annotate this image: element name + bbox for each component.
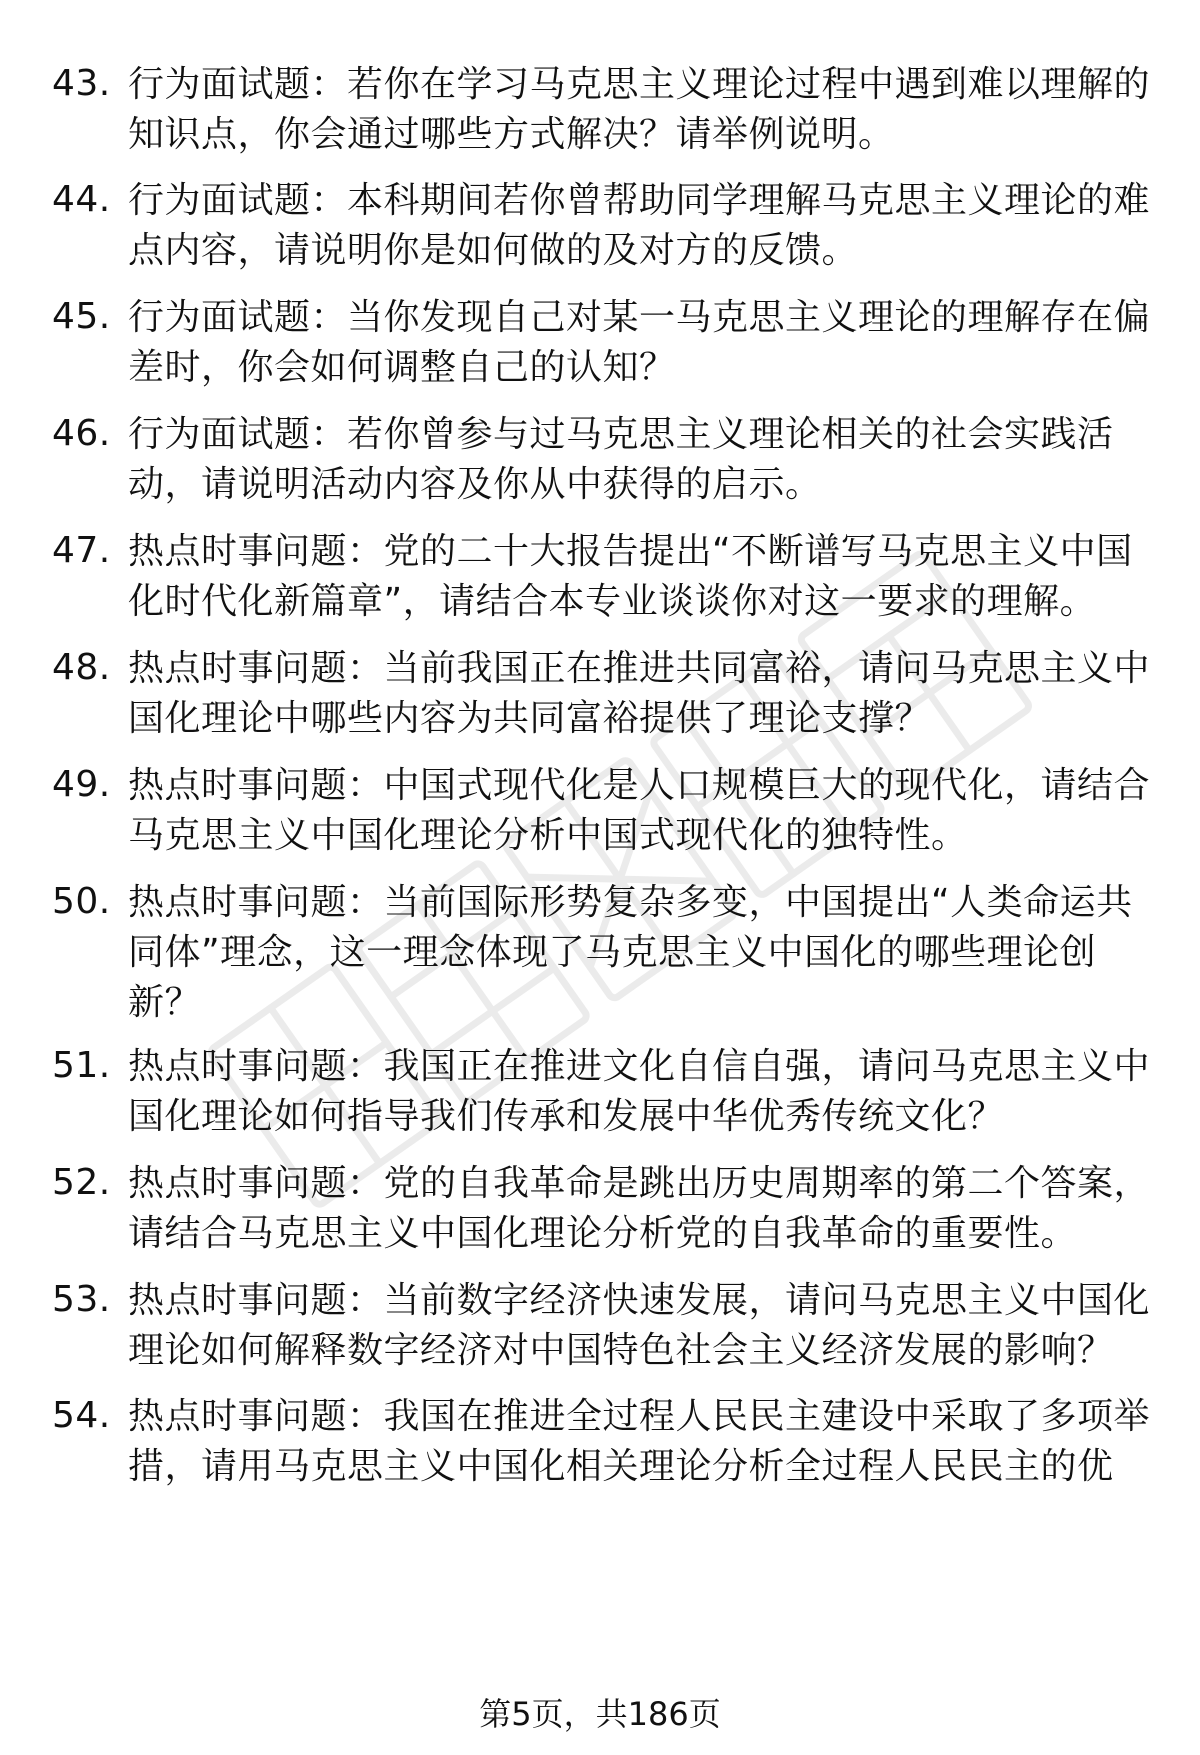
question-text: 热点时事问题：中国式现代化是人口规模巨大的现代化，请结合马克思主义中国化理论分析中国式现代化的独特性。 [128,765,1151,856]
question-text: 行为面试题：当你发现自己对某一马克思主义理论的理解存在偏差时，你会如何调整自己的认知？ [128,297,1151,388]
question-text: 热点时事问题：党的自我革命是跳出历史周期率的第二个答案，请结合马克思主义中国化理论分析党的自我革命的重要性。 [128,1163,1151,1254]
question-number: 43. [52,63,111,104]
question-number: 49. [52,764,111,805]
question-text: 行为面试题：若你在学习马克思主义理论过程中遇到难以理解的知识点，你会通过哪些方式解决？请举例说明。 [128,64,1151,155]
question-number: 53. [52,1279,111,1320]
question-text: 热点时事问题：我国正在推进文化自信自强，请问马克思主义中国化理论如何指导我们传承和发展中华优秀传统文化？ [128,1046,1151,1137]
question-number: 44. [52,179,111,220]
question-number: 48. [52,647,111,688]
question-text: 热点时事问题：当前数字经济快速发展，请问马克思主义中国化理论如何解释数字经济对中国特色社会主义经济发展的影响？ [128,1280,1151,1371]
question-number: 47. [52,530,111,571]
question-number: 54. [52,1395,111,1436]
question-number: 50. [52,881,111,922]
question-text: 热点时事问题：我国在推进全过程人民民主建设中采取了多项举措，请用马克思主义中国化相关理论分析全过程人民民主的优 [128,1396,1151,1487]
page-number: 第5页，共186页 [479,1695,721,1733]
question-text: 热点时事问题：党的二十大报告提出“不断谱写马克思主义中国化时代化新篇章”，请结合本专业谈谈你对这一要求的理解。 [128,531,1133,622]
question-text: 行为面试题：若你曾参与过马克思主义理论相关的社会实践活动，请说明活动内容及你从中获得的启示。 [128,414,1114,505]
question-text: 行为面试题：本科期间若你曾帮助同学理解马克思主义理论的难点内容，请说明你是如何做的及对方的反馈。 [128,180,1151,271]
question-number: 45. [52,296,111,337]
question-text: 热点时事问题：当前我国正在推进共同富裕，请问马克思主义中国化理论中哪些内容为共同富裕提供了理论支撑？ [128,648,1151,739]
question-number: 51. [52,1045,111,1086]
question-number: 46. [52,413,111,454]
question-number: 52. [52,1162,111,1203]
question-text: 热点时事问题：当前国际形势复杂多变，中国提出“人类命运共同体”理念，这一理念体现了马克思主义中国化的哪些理论创新？ [128,882,1133,1023]
